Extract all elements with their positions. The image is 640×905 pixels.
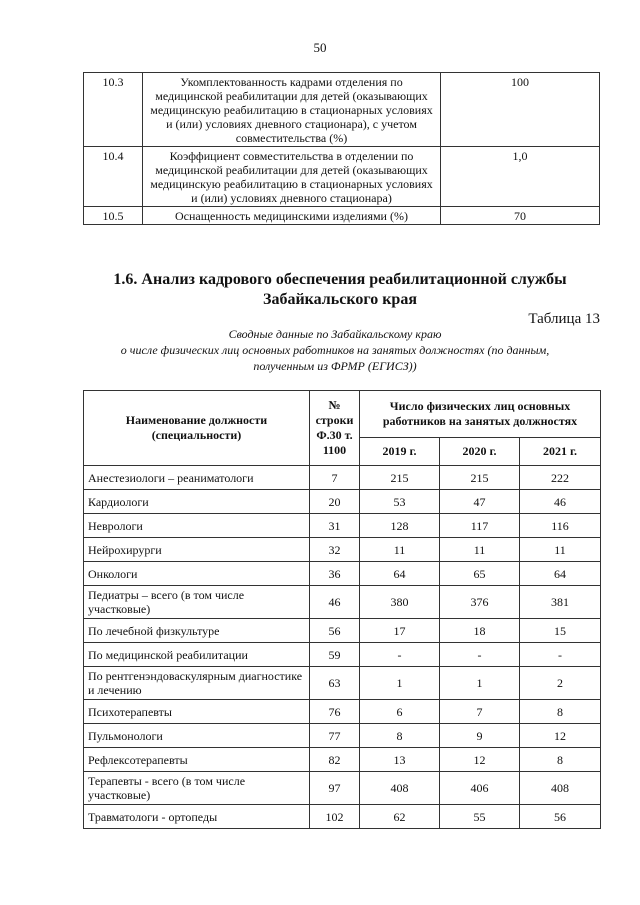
position-name: Травматологи - ортопеды	[84, 805, 310, 829]
table-row	[84, 619, 601, 643]
value-2019: -	[360, 643, 440, 667]
section-title	[80, 270, 600, 310]
caption-line1: Сводные данные по Забайкальскому краю	[228, 327, 442, 341]
value-2019: 13	[360, 748, 440, 772]
indicator-number: 10.4	[84, 147, 143, 207]
row-number: 63	[310, 667, 360, 700]
value-2020: 47	[440, 490, 520, 514]
position-name: По рентгенэндоваскулярным диагностике и лечению	[84, 667, 310, 700]
value-2020: 406	[440, 772, 520, 805]
table-row	[84, 147, 600, 207]
table-row	[84, 748, 601, 772]
header-position: Наименование должности (специальности)	[84, 391, 310, 466]
value-2020: 9	[440, 724, 520, 748]
value-2021: 381	[520, 586, 601, 619]
value-2019: 8	[360, 724, 440, 748]
indicator-value: 100	[441, 73, 600, 147]
value-2019: 17	[360, 619, 440, 643]
value-2019: 380	[360, 586, 440, 619]
indicator-value: 1,0	[441, 147, 600, 207]
header-year-2019: 2019 г.	[360, 437, 440, 465]
value-2020: 117	[440, 514, 520, 538]
position-name: Нейрохирурги	[84, 538, 310, 562]
value-2020: 11	[440, 538, 520, 562]
value-2021: 408	[520, 772, 601, 805]
table-row	[84, 466, 601, 490]
header-year-2020: 2020 г.	[440, 437, 520, 465]
value-2020: 7	[440, 700, 520, 724]
table-caption	[70, 326, 600, 374]
indicators-table	[83, 72, 600, 225]
value-2019: 64	[360, 562, 440, 586]
caption-line2: о числе физических лиц основных работников на занятых должностях (по данным,	[120, 343, 550, 357]
table-row	[84, 700, 601, 724]
row-number: 77	[310, 724, 360, 748]
value-2019: 62	[360, 805, 440, 829]
table-row	[84, 805, 601, 829]
value-2021: 46	[520, 490, 601, 514]
position-name: Пульмонологи	[84, 724, 310, 748]
value-2021: 2	[520, 667, 601, 700]
row-number: 46	[310, 586, 360, 619]
position-name: Терапевты - всего (в том числе участковые)	[84, 772, 310, 805]
position-name: Онкологи	[84, 562, 310, 586]
value-2021: 12	[520, 724, 601, 748]
caption-line3: полученным из ФРМР (ЕГИСЗ))	[253, 359, 417, 373]
value-2021: 8	[520, 700, 601, 724]
position-name: По лечебной физкультуре	[84, 619, 310, 643]
staffing-table	[83, 390, 601, 829]
table-row	[84, 562, 601, 586]
table-row	[84, 724, 601, 748]
row-number: 56	[310, 619, 360, 643]
indicator-number: 10.5	[84, 207, 143, 225]
value-2019: 6	[360, 700, 440, 724]
row-number: 59	[310, 643, 360, 667]
row-number: 31	[310, 514, 360, 538]
value-2020: 55	[440, 805, 520, 829]
value-2019: 408	[360, 772, 440, 805]
value-2020: 215	[440, 466, 520, 490]
value-2020: 18	[440, 619, 520, 643]
value-2019: 11	[360, 538, 440, 562]
header-count-group: Число физических лиц основных работников на занятых должностях	[360, 391, 601, 438]
value-2021: -	[520, 643, 601, 667]
table-label: Таблица 13	[528, 311, 600, 327]
value-2020: 376	[440, 586, 520, 619]
table-row	[84, 73, 600, 147]
position-name: Психотерапевты	[84, 700, 310, 724]
table-row	[84, 667, 601, 700]
value-2019: 1	[360, 667, 440, 700]
row-number: 97	[310, 772, 360, 805]
indicator-name: Укомплектованность кадрами отделения по медицинской реабилитации для детей (оказывающих медицинскую реабилитацию в стационарных условиях и (или) условиях дневного стационара), с учетом совместительства (%)	[143, 73, 441, 147]
row-number: 76	[310, 700, 360, 724]
value-2019: 128	[360, 514, 440, 538]
header-row-number: № строки Ф.30 т. 1100	[310, 391, 360, 466]
value-2021: 64	[520, 562, 601, 586]
section-title-line1: 1.6. Анализ кадрового обеспечения реабилитационной службы	[113, 271, 567, 288]
value-2020: 1	[440, 667, 520, 700]
position-name: Кардиологи	[84, 490, 310, 514]
table-row	[84, 490, 601, 514]
position-name: Рефлексотерапевты	[84, 748, 310, 772]
table-row	[84, 538, 601, 562]
row-number: 36	[310, 562, 360, 586]
value-2021: 8	[520, 748, 601, 772]
value-2020: -	[440, 643, 520, 667]
row-number: 20	[310, 490, 360, 514]
row-number: 82	[310, 748, 360, 772]
value-2021: 56	[520, 805, 601, 829]
row-number: 7	[310, 466, 360, 490]
indicator-name: Оснащенность медицинскими изделиями (%)	[143, 207, 441, 225]
table-row	[84, 514, 601, 538]
header-year-2021: 2021 г.	[520, 437, 601, 465]
table-row	[84, 586, 601, 619]
value-2019: 215	[360, 466, 440, 490]
indicator-value: 70	[441, 207, 600, 225]
position-name: Неврологи	[84, 514, 310, 538]
value-2021: 11	[520, 538, 601, 562]
row-number: 32	[310, 538, 360, 562]
value-2020: 65	[440, 562, 520, 586]
value-2021: 15	[520, 619, 601, 643]
position-name: По медицинской реабилитации	[84, 643, 310, 667]
indicator-number: 10.3	[84, 73, 143, 147]
value-2021: 222	[520, 466, 601, 490]
value-2019: 53	[360, 490, 440, 514]
table-row	[84, 207, 600, 225]
page-number: 50	[313, 40, 327, 55]
row-number: 102	[310, 805, 360, 829]
table-row	[84, 643, 601, 667]
value-2020: 12	[440, 748, 520, 772]
table-row	[84, 772, 601, 805]
section-title-line2: Забайкальского края	[263, 291, 417, 308]
value-2021: 116	[520, 514, 601, 538]
position-name: Анестезиологи – реаниматологи	[84, 466, 310, 490]
indicator-name: Коэффициент совместительства в отделении по медицинской реабилитации для детей (оказывающих медицинскую реабилитацию в стационарных условиях и (или) условиях дневного стационара)	[143, 147, 441, 207]
position-name: Педиатры – всего (в том числе участковые)	[84, 586, 310, 619]
